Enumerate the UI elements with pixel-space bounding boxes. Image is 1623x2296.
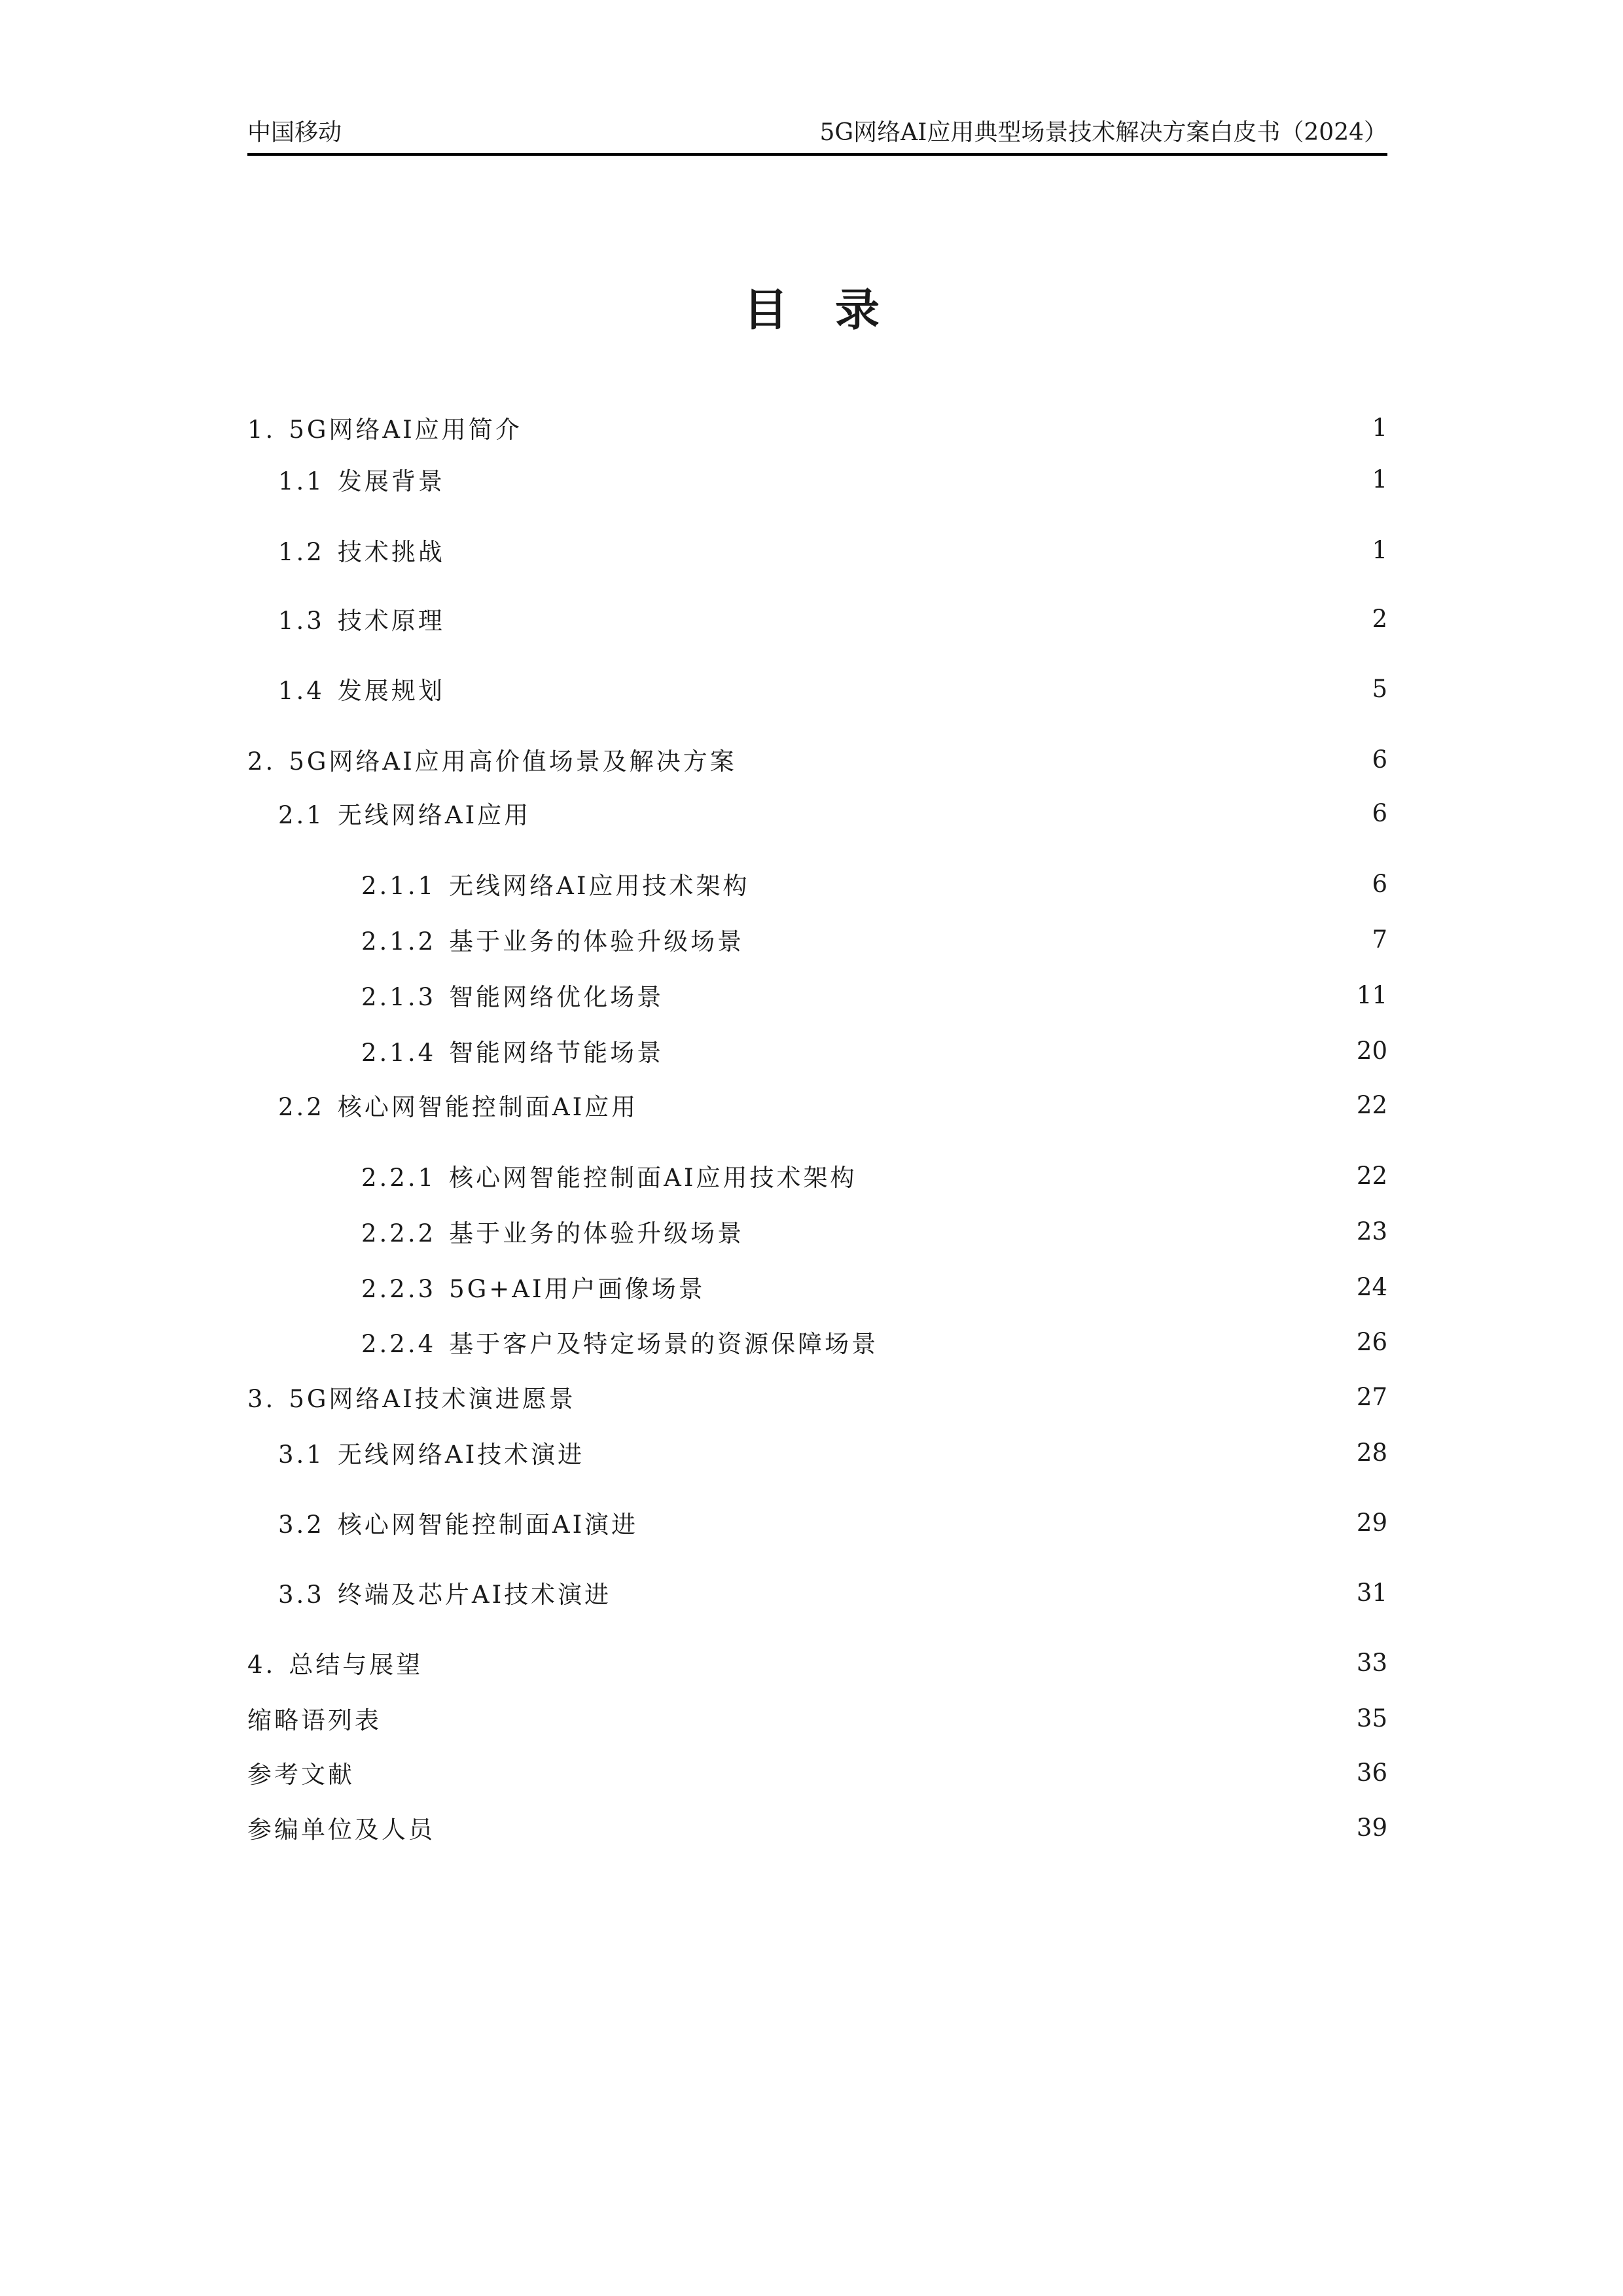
toc-leader-dots (366, 1759, 1350, 1785)
toc-entry-number: 1.3 (278, 607, 325, 635)
toc-entry-label (361, 1269, 711, 1304)
toc-entry-text: 无线网络AI应用 (337, 801, 531, 829)
toc-leader-dots (717, 1274, 1350, 1300)
toc-entry-2-2[interactable] (278, 1085, 1387, 1124)
toc-leader-dots (393, 1705, 1350, 1731)
toc-leader-dots (596, 1439, 1350, 1465)
toc-entry-text: 核心网智能控制面AI演进 (337, 1511, 639, 1539)
toc-entry-3-2[interactable] (278, 1503, 1387, 1542)
toc-entry-label (361, 866, 755, 901)
toc-entry-page: 11 (1356, 980, 1387, 1009)
header-document-title: 5G网络AI应用典型场景技术解决方案白皮书（2024） (819, 119, 1387, 146)
toc-entry-text: 5G+AI用户画像场景 (449, 1275, 705, 1303)
toc-leader-dots (534, 414, 1366, 440)
toc-entry-page: 29 (1356, 1508, 1387, 1537)
toc-entry-label (247, 1810, 440, 1845)
toc-entry-page: 6 (1372, 798, 1387, 827)
toc-entry-page: 20 (1356, 1036, 1387, 1065)
header-organization: 中国移动 (247, 119, 342, 146)
toc-entry-page: 6 (1372, 745, 1387, 774)
toc-entry-label (361, 1324, 883, 1359)
toc-entry-text: 智能网络节能场景 (449, 1039, 664, 1067)
toc-leader-dots (457, 675, 1366, 702)
toc-entry-3-1[interactable] (278, 1433, 1387, 1472)
toc-entry-label (247, 742, 742, 777)
toc-entry-2-2-1[interactable] (361, 1156, 1387, 1195)
toc-entry-text: 发展规划 (337, 677, 445, 705)
toc-leader-dots (457, 605, 1366, 632)
toc-entry-1-1[interactable] (278, 459, 1387, 499)
toc-entry-page: 35 (1356, 1704, 1387, 1732)
toc-entry-4[interactable] (247, 1643, 1387, 1682)
toc-entry-page: 1 (1372, 465, 1387, 493)
toc-entry-label (247, 410, 527, 445)
toc-entry-number: 1. (247, 416, 276, 444)
toc-entry-number: 1.1 (278, 467, 325, 495)
toc-entry-text: 参考文献 (247, 1761, 355, 1789)
toc-entry-number: 2.1.4 (361, 1039, 437, 1067)
toc-leader-dots (650, 1509, 1350, 1535)
toc-entry-number: 2.2 (278, 1093, 325, 1121)
toc-entry-2-1-4[interactable] (361, 1031, 1387, 1070)
toc-entry-label (361, 1213, 749, 1249)
toc-title: 目录 (743, 284, 927, 336)
toc-entry-number: 1.4 (278, 677, 325, 705)
toc-entry-page: 39 (1356, 1813, 1387, 1842)
toc-leader-dots (675, 982, 1350, 1008)
page-header (247, 113, 1387, 156)
toc-entry-number: 3.3 (278, 1581, 325, 1609)
toc-entry-text: 智能网络优化场景 (449, 983, 664, 1011)
toc-entry-1-4[interactable] (278, 669, 1387, 708)
toc-entry-2[interactable] (247, 740, 1387, 779)
toc-entry-1[interactable] (247, 408, 1387, 447)
toc-entry-number: 1.2 (278, 538, 325, 566)
toc-entry-page: 36 (1356, 1758, 1387, 1787)
toc-leader-dots (756, 926, 1365, 952)
toc-entry-number: 2.1.1 (361, 872, 437, 900)
toc-leader-dots (749, 746, 1366, 772)
toc-entry-label (278, 601, 450, 636)
toc-leader-dots (890, 1329, 1350, 1355)
toc-entry-references[interactable] (247, 1753, 1387, 1792)
toc-entry-text: 参编单位及人员 (247, 1816, 435, 1844)
toc-entry-label (278, 1087, 643, 1122)
toc-entry-1-2[interactable] (278, 530, 1387, 569)
toc-entry-text: 基于业务的体验升级场景 (449, 1219, 745, 1247)
toc-entry-page: 6 (1372, 869, 1387, 898)
toc-entry-number: 4. (247, 1651, 276, 1679)
toc-entry-page: 33 (1356, 1648, 1387, 1677)
toc-entry-label (247, 1379, 581, 1414)
toc-entry-abbreviations[interactable] (247, 1698, 1387, 1738)
toc-entry-2-1-2[interactable] (361, 920, 1387, 959)
toc-leader-dots (869, 1162, 1350, 1189)
toc-entry-text: 基于业务的体验升级场景 (449, 927, 745, 956)
toc-entry-page: 26 (1356, 1327, 1387, 1356)
toc-entry-text: 缩略语列表 (247, 1706, 382, 1734)
toc-entry-text: 5G网络AI应用高价值场景及解决方案 (289, 747, 737, 776)
toc-entry-page: 2 (1372, 604, 1387, 633)
toc-entry-label (361, 1158, 863, 1193)
toc-entry-3[interactable] (247, 1377, 1387, 1416)
toc-entry-number: 3. (247, 1385, 276, 1413)
toc-leader-dots (457, 466, 1366, 492)
toc-leader-dots (650, 1092, 1350, 1118)
toc-entry-number: 2.1.3 (361, 983, 437, 1011)
toc-entry-page: 1 (1372, 535, 1387, 564)
toc-leader-dots (447, 1814, 1350, 1840)
toc-entry-number: 2.2.3 (361, 1275, 437, 1303)
toc-entry-text: 5G网络AI技术演进愿景 (289, 1385, 576, 1413)
toc-entry-number: 2.2.4 (361, 1330, 437, 1358)
toc-leader-dots (675, 1037, 1350, 1064)
toc-entry-3-3[interactable] (278, 1573, 1387, 1612)
toc-entry-page: 5 (1372, 674, 1387, 703)
toc-entry-label (278, 1435, 590, 1470)
toc-entry-label (361, 922, 749, 957)
toc-entry-text: 核心网智能控制面AI应用技术架构 (449, 1164, 857, 1192)
toc-entry-page: 22 (1356, 1090, 1387, 1119)
toc-entry-2-2-3[interactable] (361, 1267, 1387, 1306)
toc-entry-2-2-4[interactable] (361, 1322, 1387, 1361)
toc-entry-text: 总结与展望 (289, 1651, 423, 1679)
toc-entry-label (278, 1505, 643, 1540)
toc-entry-text: 发展背景 (337, 467, 445, 495)
toc-entry-text: 核心网智能控制面AI应用 (337, 1093, 639, 1121)
toc-leader-dots (756, 1218, 1350, 1244)
toc-entry-number: 3.1 (278, 1441, 325, 1469)
toc-entry-text: 技术原理 (337, 607, 445, 635)
toc-entry-text: 终端及芯片AI技术演进 (337, 1581, 612, 1609)
toc-entry-number: 2. (247, 747, 276, 776)
toc-entry-page: 28 (1356, 1438, 1387, 1467)
toc-entry-page: 23 (1356, 1217, 1387, 1246)
toc-entry-label (278, 671, 450, 706)
toc-leader-dots (457, 537, 1366, 563)
toc-entry-label (278, 795, 536, 831)
toc-entry-text: 无线网络AI应用技术架构 (449, 872, 750, 900)
toc-entry-2-1-3[interactable] (361, 975, 1387, 1014)
toc-entry-page: 27 (1356, 1382, 1387, 1411)
toc-entry-label (278, 461, 450, 497)
toc-entry-label (247, 1755, 360, 1790)
toc-entry-page: 1 (1372, 413, 1387, 442)
toc-entry-label (247, 1700, 387, 1736)
toc-entry-number: 3.2 (278, 1511, 325, 1539)
toc-entry-label (247, 1645, 428, 1680)
toc-entry-1-3[interactable] (278, 599, 1387, 638)
toc-entry-number: 2.1 (278, 801, 325, 829)
toc-entry-page: 22 (1356, 1161, 1387, 1190)
toc-entry-label (361, 1033, 669, 1068)
toc-entry-label (278, 1575, 616, 1610)
toc-leader-dots (588, 1384, 1350, 1410)
toc-entry-page: 7 (1372, 925, 1387, 954)
toc-leader-dots (623, 1579, 1350, 1605)
toc-entry-text: 基于客户及特定场景的资源保障场景 (449, 1330, 879, 1358)
toc-entry-text: 技术挑战 (337, 538, 445, 566)
toc-leader-dots (762, 870, 1366, 897)
toc-entry-2-1[interactable] (278, 793, 1387, 833)
toc-entry-number: 2.1.2 (361, 927, 437, 956)
toc-entry-text: 无线网络AI技术演进 (337, 1441, 585, 1469)
toc-entry-label (278, 532, 450, 567)
toc-entry-page: 24 (1356, 1272, 1387, 1301)
toc-entry-text: 5G网络AI应用简介 (289, 416, 522, 444)
toc-entry-2-2-2[interactable] (361, 1211, 1387, 1251)
toc-entry-contributors[interactable] (247, 1808, 1387, 1847)
toc-entry-number: 2.2.2 (361, 1219, 437, 1247)
toc-entry-2-1-1[interactable] (361, 864, 1387, 903)
toc-entry-page: 31 (1356, 1578, 1387, 1607)
toc-leader-dots (435, 1649, 1350, 1676)
toc-entry-number: 2.2.1 (361, 1164, 437, 1192)
toc-entry-label (361, 977, 669, 1013)
toc-leader-dots (543, 800, 1365, 826)
